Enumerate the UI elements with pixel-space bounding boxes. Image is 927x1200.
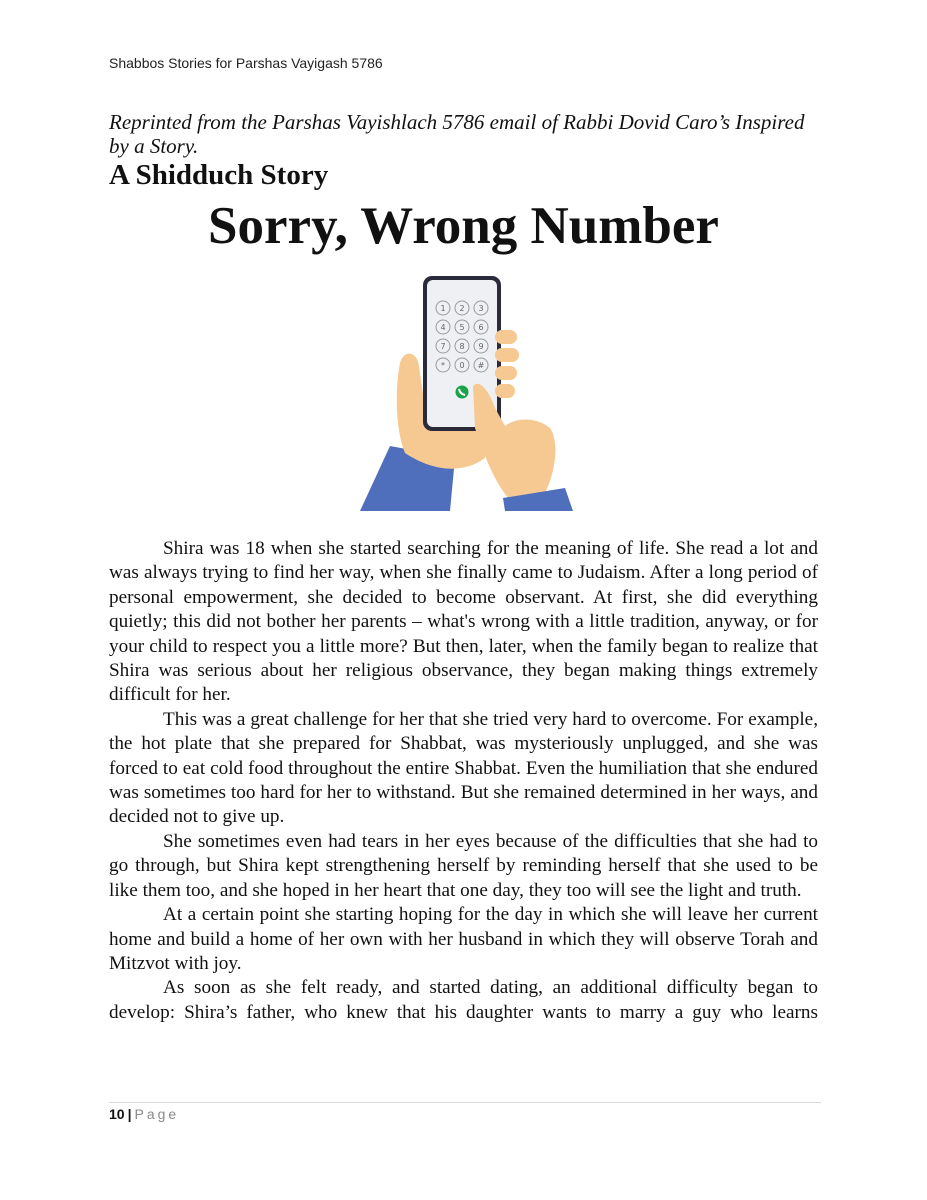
keypad-key-label: 3: [478, 304, 484, 313]
keypad-key-label: #: [477, 361, 485, 370]
section-title: A Shidduch Story: [109, 159, 329, 191]
story-title: Sorry, Wrong Number: [208, 197, 719, 255]
keypad-key-label: *: [441, 361, 445, 370]
keypad-key-label: 5: [459, 323, 465, 332]
running-header: Shabbos Stories for Parshas Vayigash 5786: [109, 55, 383, 71]
page-label: Page: [134, 1106, 180, 1122]
page-number: 10: [109, 1106, 125, 1122]
keypad-key-label: 0: [459, 361, 465, 370]
paragraph: Shira was 18 when she started searching for the meaning of life. She read a lot and was always trying to find her way, when she finally came to Judaism. After a long period of personal empowerment, she decided to become observant. At first, she did everything quietly; this did not bother her parents – what's wrong with a little tradition, anyway, or for your child to respect you a little more? But then, later, when the family began to realize that Shira was serious about her religious observance, they began making things extremely difficult for her.: [109, 538, 818, 706]
call-icon: [456, 386, 469, 399]
paragraph: She sometimes even had tears in her eyes because of the difficulties that she had to go through, but Shira kept strengthening herself by reminding herself that she used to be like them too, and she hoped in her heart that one day, they too will see the light and truth.: [109, 830, 818, 901]
keypad-key-label: 9: [478, 342, 484, 351]
keypad-key-label: 2: [459, 304, 465, 313]
paragraph: At a certain point she starting hoping for the day in which she will leave her current home and build a home of her own with her husband in which they will observe Torah and Mitzvot with joy.: [109, 904, 818, 974]
paragraph: As soon as she felt ready, and started dating, an additional difficulty began to develop: Shira’s father, who knew that his daughter wants to marry a guy who learns: [109, 977, 818, 1023]
keypad-key-label: 8: [459, 342, 465, 351]
phone-illustration: [355, 268, 580, 513]
footer-divider: [109, 1102, 821, 1103]
page-footer: [109, 1106, 179, 1122]
keypad-key-label: 7: [440, 342, 446, 351]
right-hand: [473, 384, 555, 500]
story-body: [109, 537, 818, 1025]
keypad-key-label: 1: [440, 304, 446, 313]
keypad-key-label: 4: [440, 323, 446, 332]
footer-separator: |: [127, 1106, 132, 1122]
keypad-key-label: 6: [478, 323, 484, 332]
reprint-note: Reprinted from the Parshas Vayishlach 5786 email of Rabbi Dovid Caro’s Inspired by a Story.: [109, 110, 805, 158]
paragraph: This was a great challenge for her that she tried very hard to overcome. For example, the hot plate that she prepared for Shabbat, was mysteriously unplugged, and she was forced to eat cold food throughout the entire Shabbat. Even the humiliation that she endured was sometimes too hard for her to withstand. But she remained determined in her ways, and decided not to give up.: [109, 708, 818, 828]
hand-dialing-phone-icon: [355, 268, 580, 513]
